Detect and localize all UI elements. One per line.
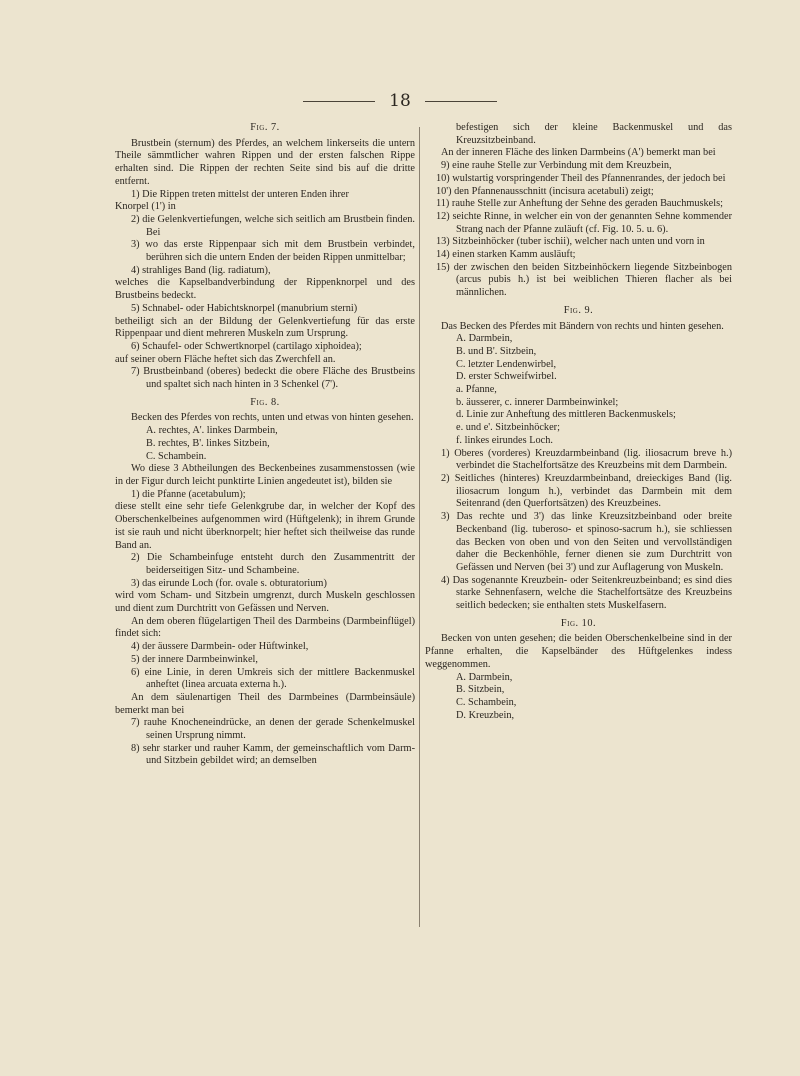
- figure-heading: Fig. 8.: [250, 396, 280, 408]
- text-paragraph: 4) Das sogenannte Kreuzbein- oder Seitenkreuzbeinband; es sind dies starke Sehnenfasern, welche die Stachelfortsätze des Kreuzbeins seitlich bedecken; sie enthalten stets Muskelfasern.: [441, 574, 732, 612]
- text-paragraph: e. und e'. Sitzbeinhöcker;: [456, 422, 560, 434]
- text-paragraph: Wo diese 3 Abtheilungen des Beckenbeines zusammenstossen (wie in der Figur durch leicht punktirte Linien angedeutet ist), bilden sie: [115, 463, 415, 487]
- text-paragraph: welches die Kapselbandverbindung der Rippenknorpel und des Brustbeins bedeckt.: [115, 277, 415, 302]
- text-paragraph: 9) eine rauhe Stelle zur Verbindung mit dem Kreuzbein,: [441, 160, 672, 172]
- text-paragraph: An dem säulenartigen Theil des Darmbeines (Darmbeinsäule) bemerkt man bei: [115, 691, 415, 716]
- text-paragraph: 2) die Gelenkvertiefungen, welche sich seitlich am Brustbein finden. Bei: [131, 213, 415, 238]
- header-rule-left: [303, 101, 375, 102]
- text-paragraph: 14) einen starken Kamm ausläuft;: [436, 249, 576, 261]
- text-paragraph: 1) Die Rippen treten mittelst der unteren Enden ihrer: [131, 188, 349, 200]
- text-paragraph: C. Schambein,: [456, 696, 517, 708]
- text-paragraph: 3) Das rechte und 3') das linke Kreuzsitzbeinband oder breite Beckenband (lig. tuberoso- et spinoso-sacrum h.), sie schliessen das Becken von oben und von den Seiten und vervollständigen daher die Beckenhöhle, ferner dienen sie zum Durchtritt von Gefässen und Nerven (bei 3') und zur Auflagerung von Muskeln.: [441, 511, 732, 573]
- text-paragraph: D. erster Schweifwirbel.: [456, 371, 557, 383]
- text-paragraph: Knorpel (1') in: [115, 201, 176, 213]
- text-paragraph: An dem oberen flügelartigen Theil des Darmbeins (Darmbeinflügel) findet sich:: [115, 615, 415, 640]
- text-paragraph: C. letzter Lendenwirbel,: [456, 358, 557, 370]
- text-paragraph: A. Darmbein,: [456, 333, 513, 345]
- text-paragraph: 2) Seitliches (hinteres) Kreuzdarmbeinband, dreieckiges Band (lig. iliosacrum longum h.), verbindet das Darmbein mit dem Seitenrand (den Querfortsätzen) des Kreuzbeines.: [441, 472, 732, 510]
- text-paragraph: C. Schambein.: [146, 450, 207, 462]
- header-rule-right: [425, 101, 497, 102]
- text-paragraph: Becken von unten gesehen; die beiden Oberschenkelbeine sind in der Pfanne erhalten, die Kapselbänder des Hüftgelenkes indess weggenommen.: [425, 633, 732, 670]
- text-paragraph: betheiligt sich an der Bildung der Gelenkvertiefung für das erste Rippenpaar und dient mehreren Muskeln zum Ursprung.: [115, 315, 415, 340]
- text-paragraph: wird vom Scham- und Sitzbein umgrenzt, durch Muskeln geschlossen und dient zum Durchtritt von Gefässen und Nerven.: [115, 590, 415, 615]
- text-paragraph: Das Becken des Pferdes mit Bändern von rechts und hinten gesehen.: [441, 320, 724, 332]
- text-paragraph: 3) das eirunde Loch (for. ovale s. obturatorium): [131, 577, 327, 589]
- text-paragraph: 7) Brustbeinband (oberes) bedeckt die obere Fläche des Brustbeins und spaltet sich nach hinten in 3 Schenkel (7').: [131, 366, 415, 391]
- text-paragraph: b. äusserer, c. innerer Darmbeinwinkel;: [456, 396, 619, 408]
- text-paragraph: Becken des Pferdes von rechts, unten und etwas von hinten gesehen.: [131, 412, 414, 424]
- figure-heading: Fig. 7.: [250, 122, 280, 133]
- text-paragraph: B. Sitzbein,: [456, 684, 505, 696]
- text-paragraph: befestigen sich der kleine Backenmuskel und das Kreuzsitzbeinband.: [456, 122, 732, 146]
- text-paragraph: D. Kreuzbein,: [456, 709, 515, 721]
- text-paragraph: B. und B'. Sitzbein,: [456, 345, 537, 357]
- page-header: [0, 89, 800, 113]
- text-paragraph: 10') den Pfannenausschnitt (incisura acetabuli) zeigt;: [436, 185, 654, 197]
- text-paragraph: diese stellt eine sehr tiefe Gelenkgrube dar, in welcher der Kopf des Oberschenkelbeines aufgenommen wird (Hüftgelenk); in ihrem Grunde ist sie rauh und nicht überknorpelt; hier heftet sich theilweise das runde Band an.: [115, 501, 415, 551]
- text-paragraph: 1) die Pfanne (acetabulum);: [131, 488, 246, 500]
- right-column: [425, 122, 732, 722]
- text-paragraph: 6) Schaufel- oder Schwertknorpel (cartilago xiphoidea);: [131, 340, 362, 352]
- text-paragraph: B. rechtes, B'. linkes Sitzbein,: [146, 437, 270, 449]
- text-paragraph: auf seiner obern Fläche heftet sich das Zwerchfell an.: [115, 353, 336, 365]
- text-paragraph: 4) der äussere Darmbein- oder Hüftwinkel,: [131, 641, 309, 653]
- text-paragraph: 7) rauhe Knocheneindrücke, an denen der gerade Schenkelmuskel seinen Ursprung nimmt.: [131, 717, 415, 742]
- text-paragraph: 10) wulstartig vorspringender Theil des Pfannenrandes, der jedoch bei: [436, 172, 726, 184]
- text-paragraph: Brustbein (sternum) des Pferdes, an welchem linkerseits die untern Theile sämmtlicher wahren Rippen und der ersten falschen Rippe erhalten sind. Die Rippen der rechten Seite sind bis auf die dritte entfernt.: [115, 137, 415, 187]
- column-divider: [419, 127, 420, 927]
- text-paragraph: An der inneren Fläche des linken Darmbeins (A') bemerkt man bei: [441, 147, 716, 159]
- page-number: 18: [389, 91, 411, 111]
- text-paragraph: d. Linie zur Anheftung des mittleren Backenmuskels;: [456, 409, 676, 421]
- text-paragraph: a. Pfanne,: [456, 384, 497, 396]
- text-paragraph: 15) der zwischen den beiden Sitzbeinhöckern liegende Sitzbeinbogen (arcus pubis h.) ist bei weiblichen Thieren flacher als bei männlichen.: [436, 261, 732, 299]
- text-paragraph: 8) sehr starker und rauher Kamm, der gemeinschaftlich vom Darm- und Sitzbein gebildet wird; an demselben: [131, 742, 415, 767]
- text-paragraph: 2) Die Schambeinfuge entsteht durch den Zusammentritt der beiderseitigen Sitz- und Schambeine.: [131, 552, 415, 576]
- text-paragraph: A. Darmbein,: [456, 671, 513, 683]
- text-paragraph: 11) rauhe Stelle zur Anheftung der Sehne des geraden Bauchmuskels;: [436, 198, 723, 210]
- text-paragraph: 13) Sitzbeinhöcker (tuber ischii), welcher nach unten und vorn in: [436, 236, 705, 248]
- text-paragraph: 5) der innere Darmbeinwinkel,: [131, 653, 258, 665]
- text-paragraph: 6) eine Linie, in deren Umkreis sich der mittlere Backenmuskel anheftet (linea arcuata externa h.).: [131, 666, 415, 691]
- text-paragraph: A. rechtes, A'. linkes Darmbein,: [146, 425, 278, 437]
- text-paragraph: 4) strahliges Band (lig. radiatum),: [131, 264, 271, 276]
- text-paragraph: 12) seichte Rinne, in welcher ein von der genannten Sehne kommender Strang nach der Pfanne zuläuft (cf. Fig. 10. 5. u. 6).: [436, 210, 732, 235]
- text-paragraph: 3) wo das erste Rippenpaar sich mit dem Brustbein verbindet, berühren sich die untern Enden der beiden Rippen unmittelbar;: [131, 239, 415, 264]
- text-paragraph: 1) Oberes (vorderes) Kreuzdarmbeinband (lig. iliosacrum breve h.) verbindet die Stachelfortsätze des Kreuzbeins mit dem Darmbein.: [441, 447, 732, 472]
- figure-heading: Fig. 9.: [563, 304, 594, 316]
- figure-heading: Fig. 10.: [560, 617, 597, 629]
- left-column: [115, 122, 415, 768]
- text-paragraph: 5) Schnabel- oder Habichtsknorpel (manubrium sterni): [131, 302, 358, 314]
- text-paragraph: f. linkes eirundes Loch.: [456, 434, 553, 446]
